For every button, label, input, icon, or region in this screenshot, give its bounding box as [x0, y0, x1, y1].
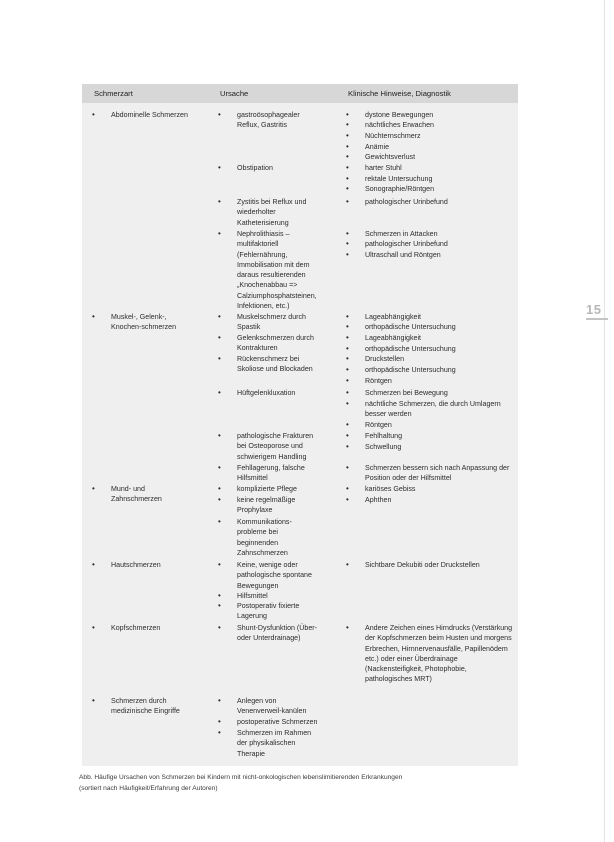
- cause-venous-cannula: • Anlegen von Venenverweil-kanülen: [237, 696, 349, 717]
- cause-cystitis: • Zystitis bei Reflux und wiederholter Katheterisierung: [237, 197, 349, 228]
- finding-ultrasound-xray: • Ultraschall und Röntgen: [365, 250, 515, 260]
- finding-night-pain: • nächtliche Schmerzen, die durch Umlagern besser werden: [365, 399, 515, 420]
- cause-no-prophylaxis: • keine regelmäßige Prophylaxe: [237, 495, 349, 516]
- finding-weight-loss: • Gewichtsverlust: [365, 152, 515, 162]
- painkind-mouth-teeth: • Mund- und Zahnschmerzen: [111, 484, 211, 505]
- table-header: [82, 84, 518, 103]
- finding-ortho-1: • orthopädische Untersuchung: [365, 322, 515, 332]
- finding-position-1: • Lageabhängigkeit: [365, 312, 515, 322]
- finding-xray-1: • Röntgen: [365, 376, 515, 386]
- caption-line-2: (sortiert nach Häufigkeit/Erfahrung der Autoren): [79, 785, 218, 792]
- cause-aids: • Hilfsmittel: [237, 591, 349, 601]
- finding-intracranial-pressure: • Andere Zeichen eines Hirndrucks (Verstärkung der Kopfschmerzen beim Husten und morgens Erbrechen, Hirnnervenausfälle, Papillenödem etc.) oder einer Überdrainage (Nackensteifigkeit, Photophobie, pathologisches MRT): [365, 623, 515, 685]
- finding-hard-stool: • harter Stuhl: [365, 163, 515, 173]
- cause-shunt-dysfunction: • Shunt-Dysfunktion (Über- oder Unterdrainage): [237, 623, 349, 644]
- cause-contractures: • Gelenkschmerzen durch Kontrakturen: [237, 333, 349, 354]
- cause-spasticity: • Muskelschmerz durch Spastik: [237, 312, 349, 333]
- cause-nephrolithiasis: • Nephrolithiasis – multifaktoriell (Fehlernährung, Immobilisation mit dem daraus resultierenden „Knochenabbau => Calziumphosphatsteinen, Infektionen, etc.): [237, 229, 349, 311]
- painkind-abdominal: • Abdominelle Schmerzen: [111, 110, 211, 120]
- cause-malpositioning: • Fehllagerung, falsche Hilfsmittel: [237, 463, 349, 484]
- cause-physiotherapy: • Schmerzen im Rahmen der physikalischen Therapie: [237, 728, 349, 759]
- pain-causes-table: [82, 103, 518, 766]
- chapter-marker-underline: [586, 318, 608, 320]
- finding-urine-2: • pathologischer Urinbefund: [365, 239, 515, 249]
- finding-dystonic-movements: • dystone Bewegungen: [365, 110, 515, 120]
- cause-communication: • Kommunikations- probleme bei beginnenden Zahnschmerzen: [237, 517, 349, 558]
- finding-xray-2: • Röntgen: [365, 420, 515, 430]
- finding-anemia: • Anämie: [365, 142, 515, 152]
- figure-caption: [79, 772, 519, 794]
- finding-night-waking: • nächtliches Erwachen: [365, 120, 515, 130]
- page-edge: [604, 0, 605, 842]
- finding-decubitus: • Sichtbare Dekubiti oder Druckstellen: [365, 560, 515, 570]
- finding-urine-1: • pathologischer Urinbefund: [365, 197, 515, 207]
- header-klinische-hinweise: Klinische Hinweise, Diagnostik: [348, 89, 451, 98]
- cause-few-movements: • Keine, wenige oder pathologische spontane Bewegungen: [237, 560, 349, 591]
- cause-fractures: • pathologische Frakturen bei Osteoporose und schwierigem Handling: [237, 431, 349, 462]
- cause-postop-positioning: • Postoperativ fixierte Lagerung: [237, 601, 349, 622]
- finding-sonography-xray: • Sonographie/Röntgen: [365, 184, 515, 194]
- chapter-marker: 15: [586, 302, 602, 317]
- finding-position-2: • Lageabhängigkeit: [365, 333, 515, 343]
- finding-rectal-exam: • rektale Untersuchung: [365, 174, 515, 184]
- finding-ortho-2: • orthopädische Untersuchung: [365, 344, 515, 354]
- finding-attacks: • Schmerzen in Attacken: [365, 229, 515, 239]
- finding-caries: • kariöses Gebiss: [365, 484, 515, 494]
- finding-ortho-3: • orthopädische Untersuchung: [365, 365, 515, 375]
- cause-scoliosis: • Rückenschmerz bei Skoliose und Blockaden: [237, 354, 349, 375]
- finding-aphthae: • Aphthen: [365, 495, 515, 505]
- cause-postop-pain: • postoperative Schmerzen: [237, 717, 349, 727]
- painkind-medical-procedures: • Schmerzen durch medizinische Eingriffe: [111, 696, 211, 717]
- cause-obstipation: • Obstipation: [237, 163, 349, 173]
- painkind-skin: • Hautschmerzen: [111, 560, 211, 570]
- cause-complicated-care: • komplizierte Pflege: [237, 484, 349, 494]
- cause-hip-luxation: • Hüftgelenkluxation: [237, 388, 349, 398]
- finding-fasting-pain: • Nüchternschmerz: [365, 131, 515, 141]
- finding-adjustment: • Schmerzen bessern sich nach Anpassung der Position oder der Hilfsmittel: [365, 463, 515, 484]
- caption-line-1: Abb. Häufige Ursachen von Schmerzen bei Kindern mit nicht-onkologischen lebenslimitierenden Erkrankungen: [79, 774, 403, 781]
- cause-reflux: • gastroösophagealer Reflux, Gastritis: [237, 110, 349, 131]
- header-schmerzart: Schmerzart: [94, 89, 133, 98]
- painkind-musculoskeletal: • Muskel-, Gelenk-, Knochen-schmerzen: [111, 312, 211, 333]
- finding-swelling: • Schwellung: [365, 442, 515, 452]
- header-ursache: Ursache: [220, 89, 249, 98]
- finding-misalignment: • Fehlhaltung: [365, 431, 515, 441]
- painkind-headache: • Kopfschmerzen: [111, 623, 211, 633]
- finding-movement-pain: • Schmerzen bei Bewegung: [365, 388, 515, 398]
- finding-pressure-points: • Druckstellen: [365, 354, 515, 364]
